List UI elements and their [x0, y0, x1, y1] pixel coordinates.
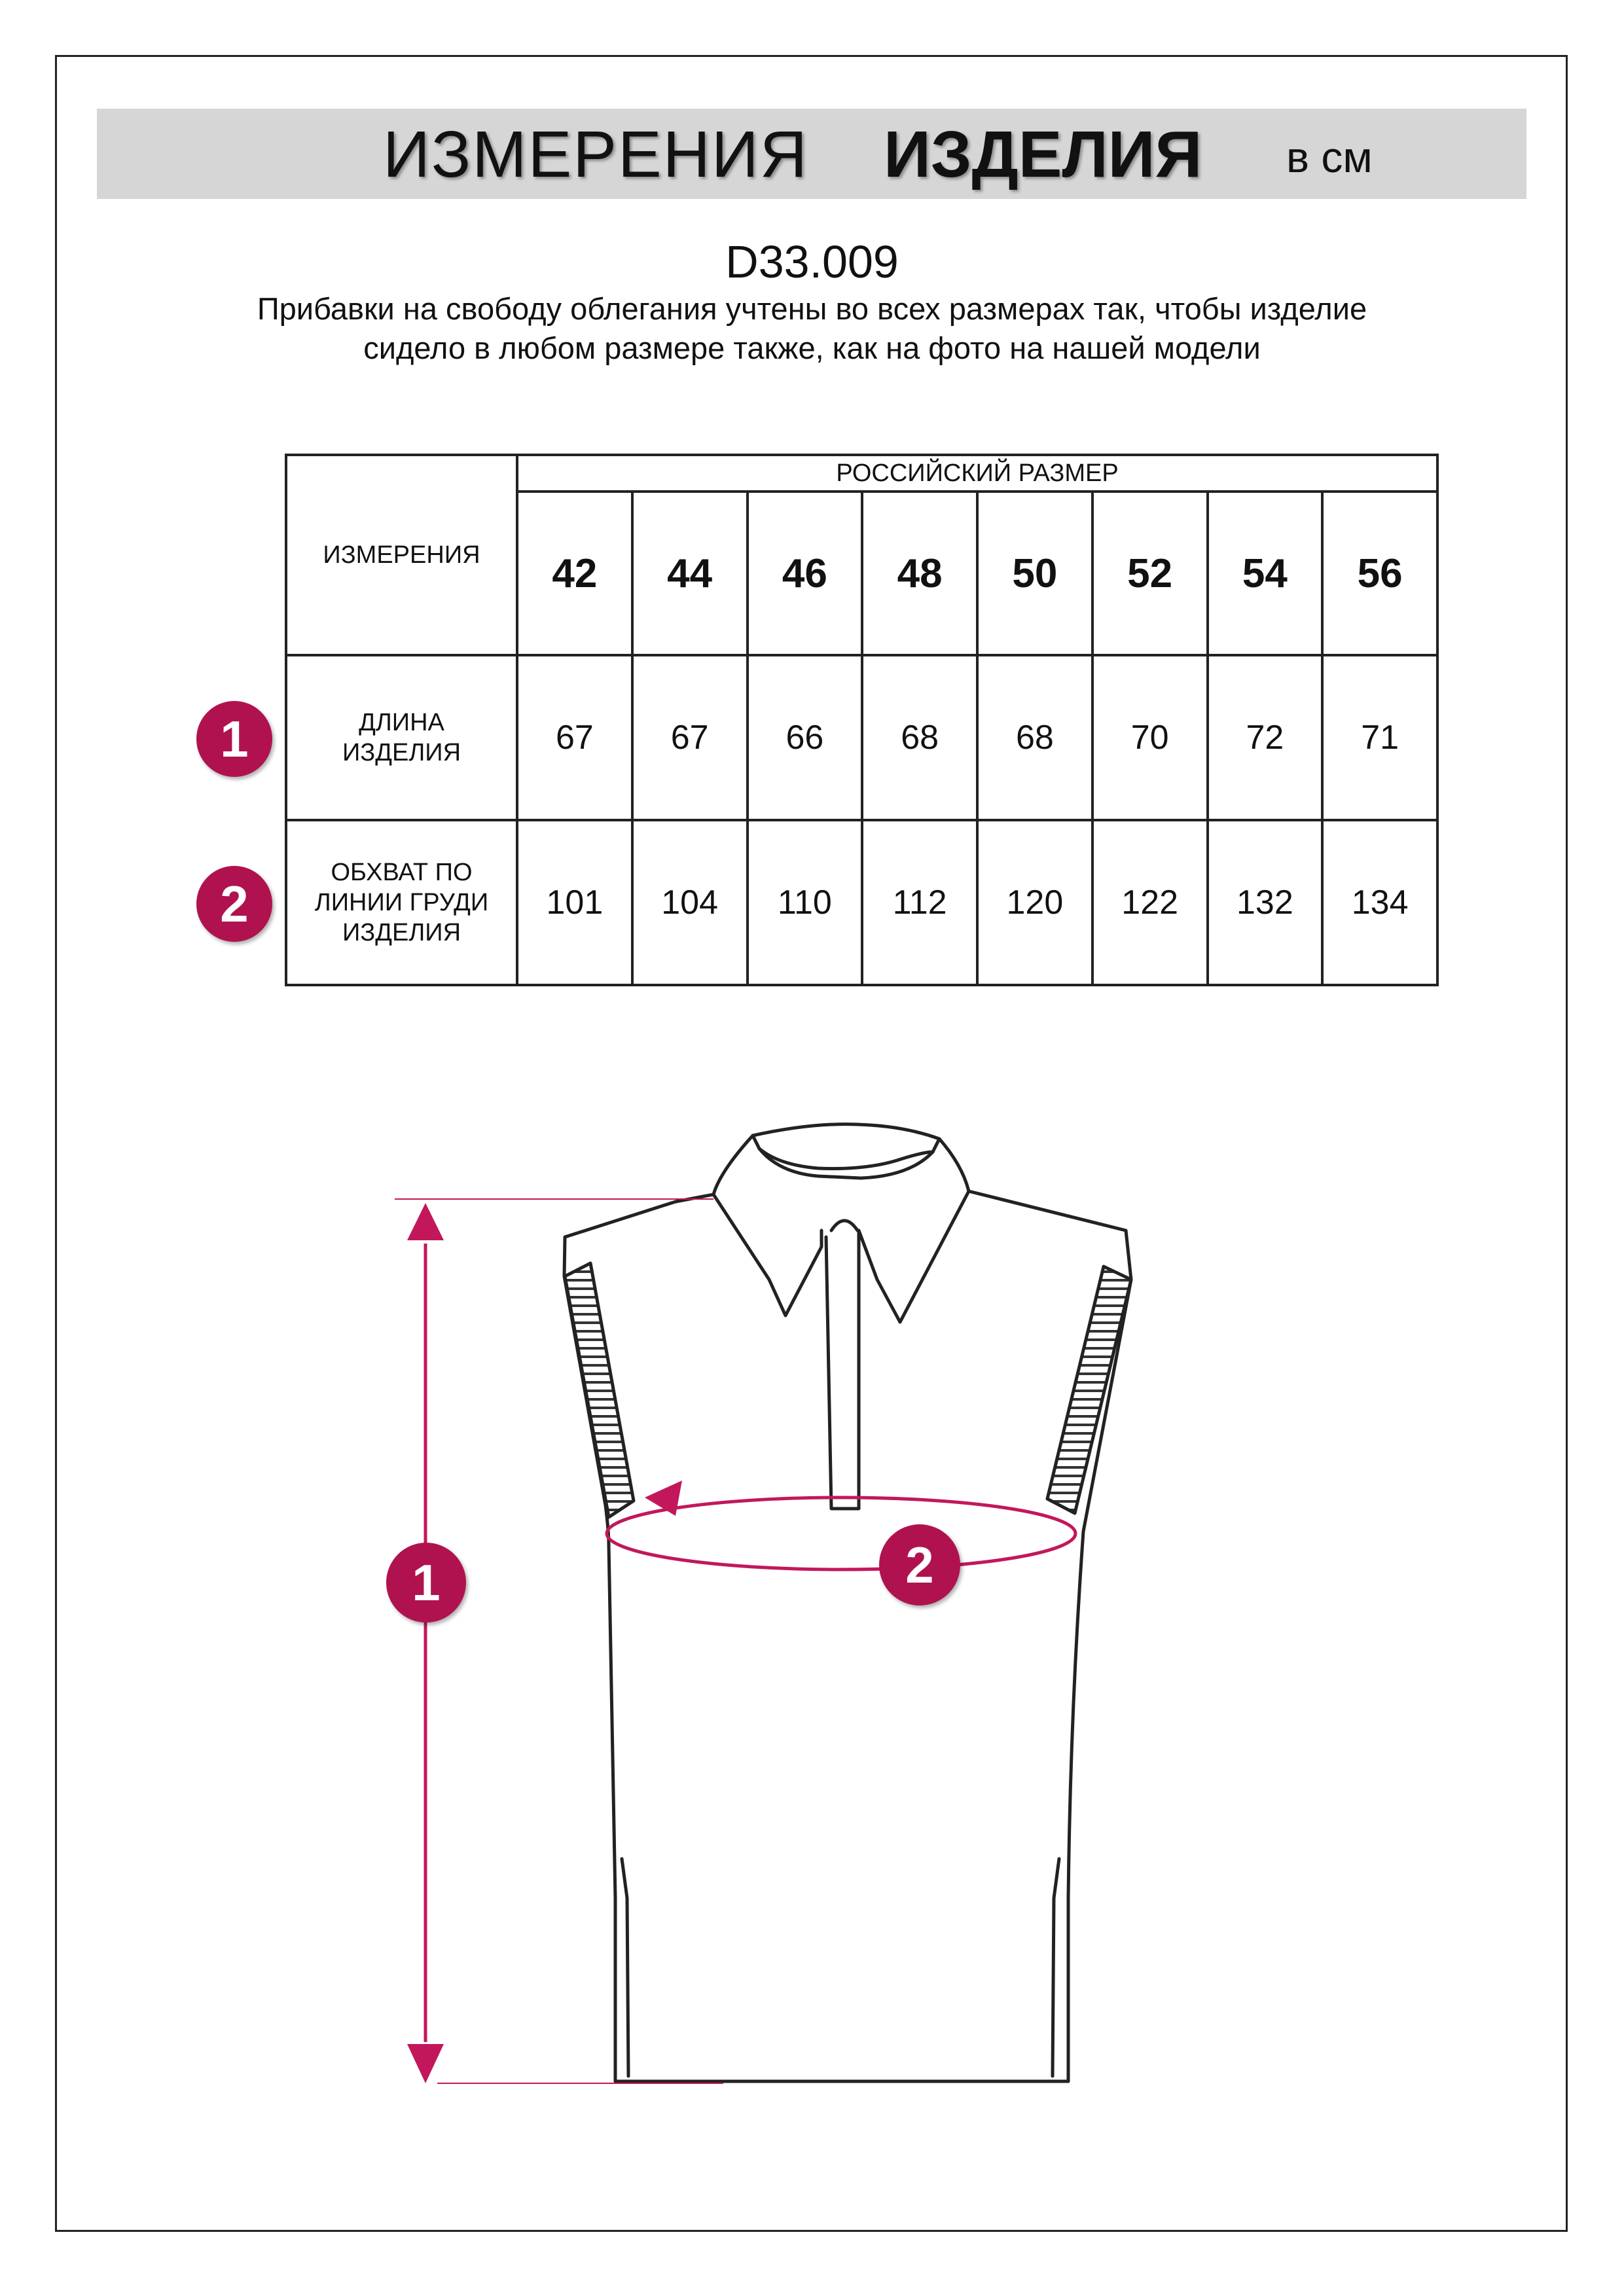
table-cell: 101	[517, 820, 632, 985]
size-header: 52	[1092, 492, 1208, 655]
title-item: ИЗДЕЛИЯ	[884, 118, 1202, 191]
size-header: 42	[517, 492, 632, 655]
title-units: в см	[1286, 133, 1373, 181]
table-cell: 104	[632, 820, 748, 985]
diagram-marker-chest: 2	[879, 1524, 960, 1605]
table-cell: 68	[862, 655, 977, 820]
row-marker-1: 1	[196, 701, 272, 777]
table-cell: 66	[748, 655, 863, 820]
table-cell: 120	[977, 820, 1092, 985]
article-code: D33.009	[725, 236, 899, 287]
table-cell: 72	[1208, 655, 1323, 820]
measurements-header: ИЗМЕРЕНИЯ	[286, 455, 517, 655]
table-cell: 71	[1322, 655, 1437, 820]
diagram-marker-length: 1	[386, 1543, 466, 1623]
size-header: 50	[977, 492, 1092, 655]
title-measurements: ИЗМЕРЕНИЯ	[383, 118, 808, 191]
table-cell: 112	[862, 820, 977, 985]
vest-sketch	[564, 1124, 1131, 2081]
measurement-marks	[395, 1199, 1075, 2083]
russian-size-header: РОССИЙСКИЙ РАЗМЕР	[517, 455, 1437, 492]
table-cell: 67	[632, 655, 748, 820]
fit-description: Прибавки на свободу облегания учтены во всех размерах так, чтобы изделие сидело в любом размере также, как на фото на нашей модели	[257, 291, 1367, 365]
size-header: 44	[632, 492, 748, 655]
table-cell: 68	[977, 655, 1092, 820]
row-label-chest: ОБХВАТ ПО ЛИНИИ ГРУДИ ИЗДЕЛИЯ	[286, 820, 517, 985]
row-label-length: ДЛИНА ИЗДЕЛИЯ	[286, 655, 517, 820]
table-cell: 132	[1208, 820, 1323, 985]
row-marker-2: 2	[196, 866, 272, 942]
table-cell: 122	[1092, 820, 1208, 985]
table-cell: 134	[1322, 820, 1437, 985]
size-header: 46	[748, 492, 863, 655]
measurement-arrowheads	[407, 1203, 682, 2083]
size-header: 48	[862, 492, 977, 655]
table-cell: 70	[1092, 655, 1208, 820]
table-cell: 67	[517, 655, 632, 820]
size-header: 54	[1208, 492, 1323, 655]
table-cell: 110	[748, 820, 863, 985]
size-header: 56	[1322, 492, 1437, 655]
